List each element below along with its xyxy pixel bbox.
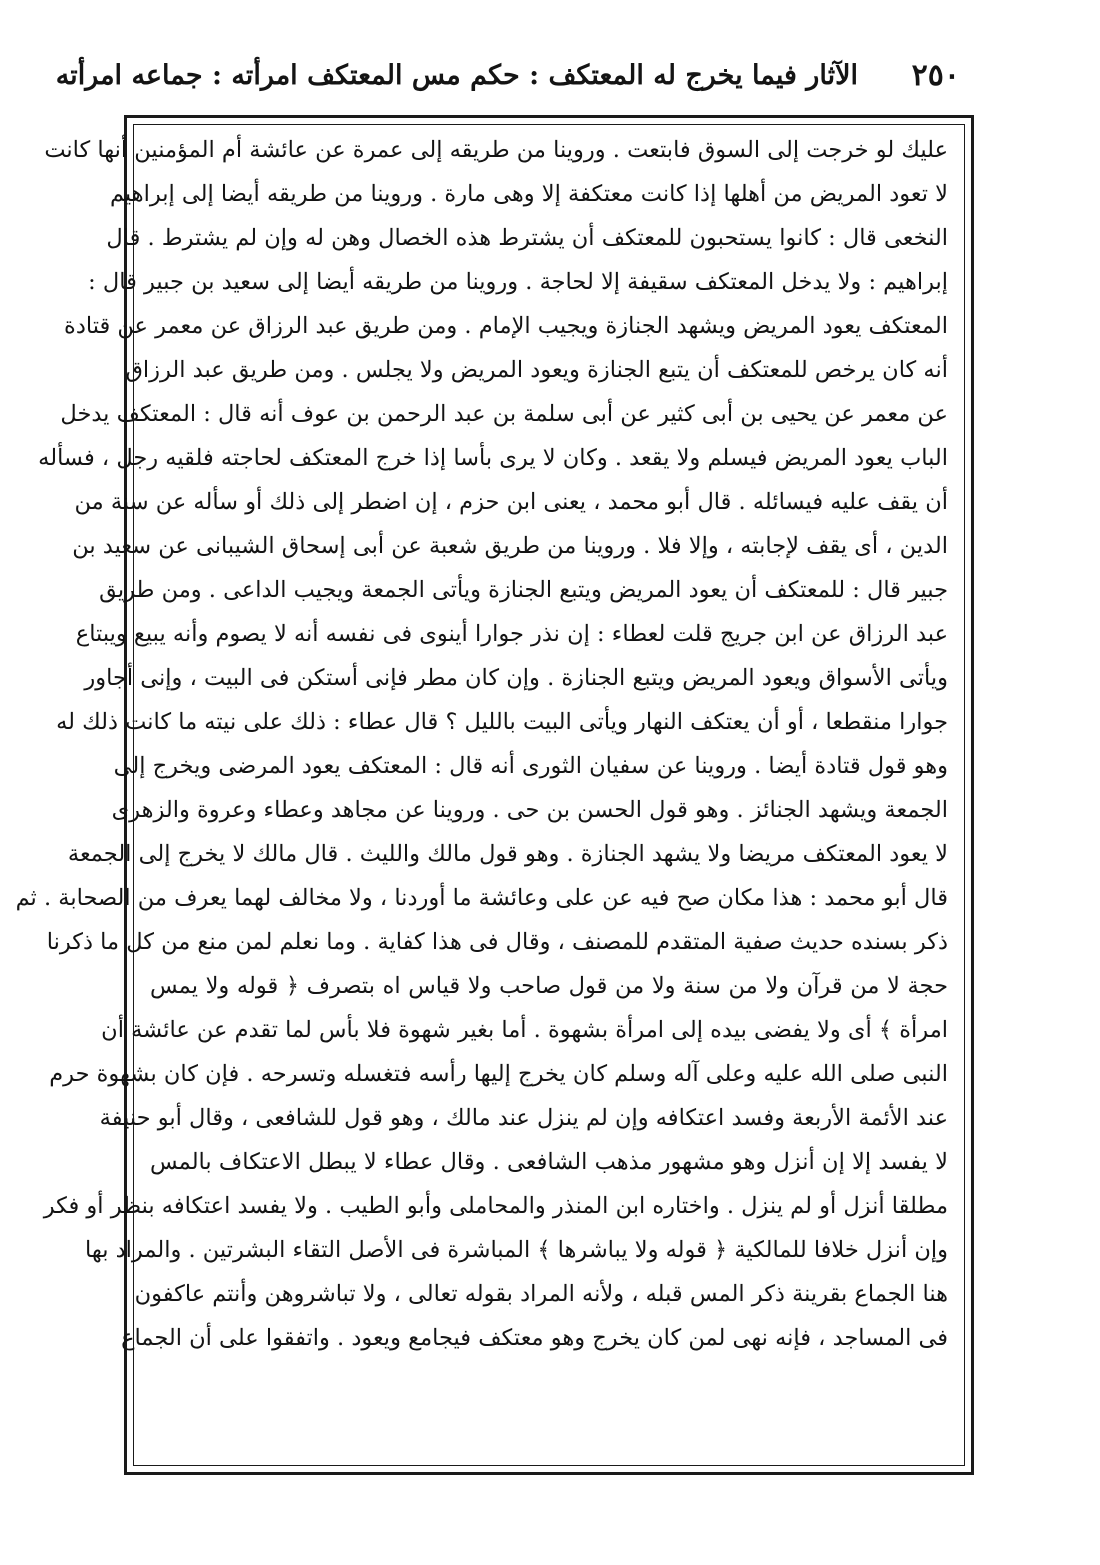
text-line: فى المساجد ، فإنه نهى لمن كان يخرج وهو معتكف فيجامع ويعود . واتفقوا على أن الجماع	[121, 1325, 948, 1351]
running-title: الآثار فيما يخرج له المعتكف : حكم مس المعتكف امرأته : جماعه امرأته	[55, 60, 858, 91]
page-number: ٢٥٠	[911, 58, 960, 93]
text-line: النبى صلى الله عليه وعلى آله وسلم كان يخرج إليها رأسه فتغسله وتسرحه . فإن كان بشهوة حرم	[49, 1061, 948, 1087]
text-line: إبراهيم : ولا يدخل المعتكف سقيفة إلا لحاجة . وروينا من طريقه أيضا إلى سعيد بن جبير قال :	[88, 269, 948, 295]
text-line: عند الأئمة الأربعة وفسد اعتكافه وإن لم ينزل عند مالك ، وهو قول للشافعى ، وقال أبو حنيفة	[99, 1105, 948, 1131]
text-line: عليك لو خرجت إلى السوق فابتعت . وروينا من طريقه إلى عمرة عن عائشة أم المؤمنين أنها كانت	[44, 137, 948, 163]
text-line: الدين ، أى يقف لإجابته ، وإلا فلا . وروينا من طريق شعبة عن أبى إسحاق الشيبانى عن سعيد بن	[72, 533, 948, 559]
text-line: ذكر بسنده حديث صفية المتقدم للمصنف ، وقال فى هذا كفاية . وما نعلم لمن منع من كل ما ذكرنا	[46, 929, 948, 955]
text-line: حجة لا من قرآن ولا من سنة ولا من قول صاحب ولا قياس اه بتصرف ﴿ قوله ولا يمس	[150, 973, 948, 999]
text-line: عن معمر عن يحيى بن أبى كثير عن أبى سلمة بن عبد الرحمن بن عوف أنه قال : المعتكف يدخل	[60, 401, 948, 427]
text-line: أن يقف عليه فيسائله . قال أبو محمد ، يعنى ابن حزم ، إن اضطر إلى ذلك أو سأله عن سنة من	[74, 489, 948, 515]
text-line: الجمعة ويشهد الجنائز . وهو قول الحسن بن حى . وروينا عن مجاهد وعطاء وعروة والزهرى	[111, 797, 948, 823]
text-line: امرأة ﴾ أى ولا يفضى بيده إلى امرأة بشهوة . أما بغير شهوة فلا بأس لما تقدم عن عائشة أن	[101, 1017, 948, 1043]
text-line: عبد الرزاق عن ابن جريج قلت لعطاء : إن نذر جوارا أينوى فى نفسه أنه لا يصوم وأنه يبيع ويبتاع	[75, 621, 948, 647]
text-line: المعتكف يعود المريض ويشهد الجنازة ويجيب الإمام . ومن طريق عبد الرزاق عن معمر عن قتادة	[64, 313, 948, 339]
text-body	[15, 128, 948, 1360]
text-line: مطلقا أنزل أو لم ينزل . واختاره ابن المنذر والمحاملى وأبو الطيب . ولا يفسد اعتكافه بنظر أو فكر	[43, 1193, 948, 1219]
text-line: هنا الجماع بقرينة ذكر المس قبله ، ولأنه المراد بقوله تعالى ، ولا تباشروهن وأنتم عاكفون	[134, 1281, 948, 1307]
text-line: وإن أنزل خلافا للمالكية ﴿ قوله ولا يباشرها ﴾ المباشرة فى الأصل التقاء البشرتين . والمراد بها	[85, 1237, 948, 1263]
text-line: لا تعود المريض من أهلها إذا كانت معتكفة إلا وهى مارة . وروينا من طريقه أيضا إلى إبراهيم	[109, 181, 948, 207]
text-line: لا يعود المعتكف مريضا ولا يشهد الجنازة . وهو قول مالك والليث . قال مالك لا يخرج إلى الجمعة	[67, 841, 948, 867]
text-line: وهو قول قتادة أيضا . وروينا عن سفيان الثورى أنه قال : المعتكف يعود المرضى ويخرج إلى	[113, 753, 948, 779]
text-line: النخعى قال : كانوا يستحبون للمعتكف أن يشترط هذه الخصال وهن له وإن لم يشترط . قال	[106, 225, 948, 251]
text-line: جوارا منقطعا ، أو أن يعتكف النهار ويأتى البيت بالليل ؟ قال عطاء : ذلك على نيته ما كانت ذلك له	[56, 709, 948, 735]
text-line: أنه كان يرخص للمعتكف أن يتبع الجنازة ويعود المريض ولا يجلس . ومن طريق عبد الرزاق	[125, 357, 948, 383]
text-line: قال أبو محمد : هذا مكان صح فيه عن على وعائشة ما أوردنا ، ولا مخالف لهما يعرف من الصحابة . ثم	[15, 885, 948, 911]
text-line: جبير قال : للمعتكف أن يعود المريض ويتبع الجنازة ويأتى الجمعة ويجيب الداعى . ومن طريق	[99, 577, 948, 603]
text-line: لا يفسد إلا إن أنزل وهو مشهور مذهب الشافعى . وقال عطاء لا يبطل الاعتكاف بالمس	[150, 1149, 948, 1175]
page-header	[55, 52, 960, 112]
text-line: ويأتى الأسواق ويعود المريض ويتبع الجنازة . وإن كان مطر فإنى أستكن فى البيت ، وإنى أجاور	[84, 665, 948, 691]
text-line: الباب يعود المريض فيسلم ولا يقعد . وكان لا يرى بأسا إذا خرج المعتكف لحاجته فلقيه رجل ، فسأله	[38, 445, 948, 471]
